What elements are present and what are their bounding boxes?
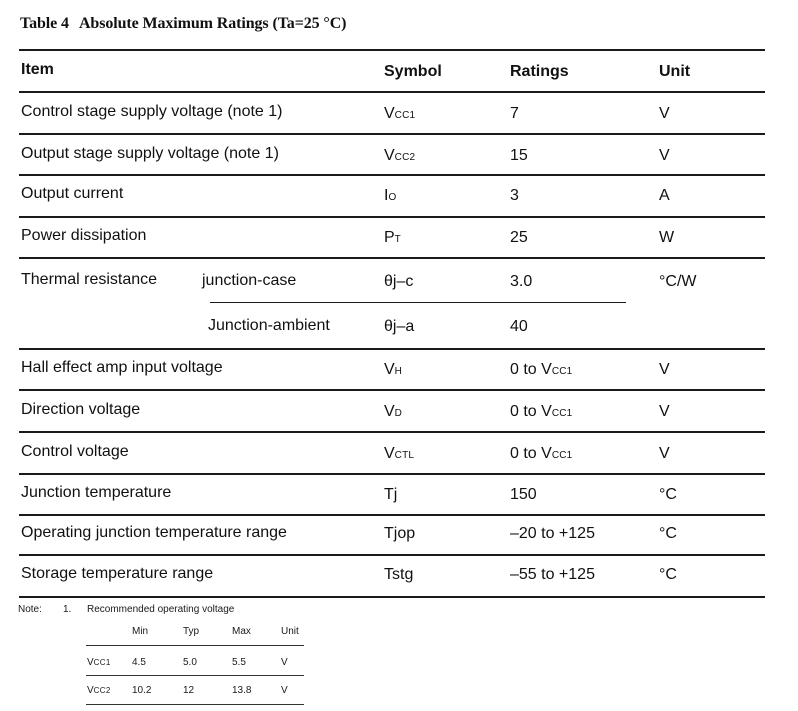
row-unit: °C [659,486,677,503]
note-row-symbol: VCC2 [87,685,111,696]
row-unit: A [659,187,670,204]
row-rating: –20 to +125 [510,525,595,542]
row-rating: 25 [510,229,528,246]
note-header-min: Min [132,626,149,637]
row-item: Output stage supply voltage (note 1) [21,145,279,162]
note-header-rule [86,645,304,646]
row-item: Output current [21,185,124,202]
row-symbol: θj–c [384,273,414,290]
row-rating: 7 [510,105,519,122]
row-symbol: VCC2 [384,147,416,164]
row-item: Operating junction temperature range [21,524,287,541]
row-item: Hall effect amp input voltage [21,359,223,376]
row-unit: V [659,445,670,462]
row-rule [19,554,765,556]
row-rating: 15 [510,147,528,164]
row-symbol: VD [384,403,403,420]
row-item: Storage temperature range [21,565,214,582]
table-top-rule [19,49,765,51]
note-row-max: 13.8 [232,685,252,696]
note-header-typ: Typ [183,626,200,637]
row-symbol: IO [384,187,397,204]
row-symbol: VCTL [384,445,415,462]
header-unit: Unit [659,63,691,80]
row-item: Power dissipation [21,227,147,244]
row-item: Direction voltage [21,401,141,418]
row-rule [19,473,765,475]
row-symbol: Tstg [384,566,414,583]
row-item: Control stage supply voltage (note 1) [21,103,283,120]
row-subitem: Junction-ambient [208,317,330,334]
table-title [20,15,346,33]
table-bottom-rule [19,596,765,598]
row-rating: 3.0 [510,273,533,290]
header-symbol: Symbol [384,63,442,80]
row-symbol: VH [384,361,403,378]
note-row-typ: 12 [183,685,195,696]
row-symbol: PT [384,229,401,246]
row-unit: V [659,403,670,420]
row-item: Control voltage [21,443,129,460]
row-rule [19,216,765,218]
row-rule [19,389,765,391]
row-rule [19,431,765,433]
note-row-typ: 5.0 [183,657,197,668]
note-row-min: 4.5 [132,657,146,668]
row-rule [19,514,765,516]
row-rating: 3 [510,187,519,204]
row-unit: °C [659,525,677,542]
row-rule [19,348,765,350]
row-rating: 0 to VCC1 [510,361,573,378]
row-rule [19,257,765,259]
row-item: Thermal resistance [21,271,158,288]
row-rating: 150 [510,486,537,503]
note-label: Note: [18,604,42,615]
row-rating: 40 [510,318,528,335]
table-title-text: Absolute Maximum Ratings (Ta=25 °C) [78,15,347,32]
note-row-max: 5.5 [232,657,246,668]
note-number: 1. [63,604,72,615]
row-rating: 0 to VCC1 [510,445,573,462]
note-header-unit: Unit [281,626,299,637]
row-subitem: junction-case [202,272,297,289]
row-rating: –55 to +125 [510,566,595,583]
row-symbol: VCC1 [384,105,416,122]
row-unit: °C/W [659,273,697,290]
row-unit: W [659,229,675,246]
row-rule [19,133,765,135]
note-header-max: Max [232,626,251,637]
note-row-unit: V [281,685,288,696]
note-row-min: 10.2 [132,685,152,696]
row-symbol: θj–a [384,318,415,335]
note-bottom-rule [86,704,304,705]
row-unit: V [659,147,670,164]
header-ratings: Ratings [510,63,569,80]
row-symbol: Tj [384,486,398,503]
row-rule [19,174,765,176]
row-unit: V [659,361,670,378]
header-item: Item [21,61,54,78]
note-row-symbol: VCC1 [87,657,111,668]
row-unit: °C [659,566,677,583]
table-number: Table 4 [20,15,69,32]
row-rating: 0 to VCC1 [510,403,573,420]
row-item: Junction temperature [21,484,172,501]
note-row-rule [86,675,304,676]
note-row-unit: V [281,657,288,668]
header-rule [19,91,765,93]
note-text: Recommended operating voltage [87,604,235,615]
row-subrule [210,302,626,303]
row-symbol: Tjop [384,525,416,542]
row-unit: V [659,105,670,122]
